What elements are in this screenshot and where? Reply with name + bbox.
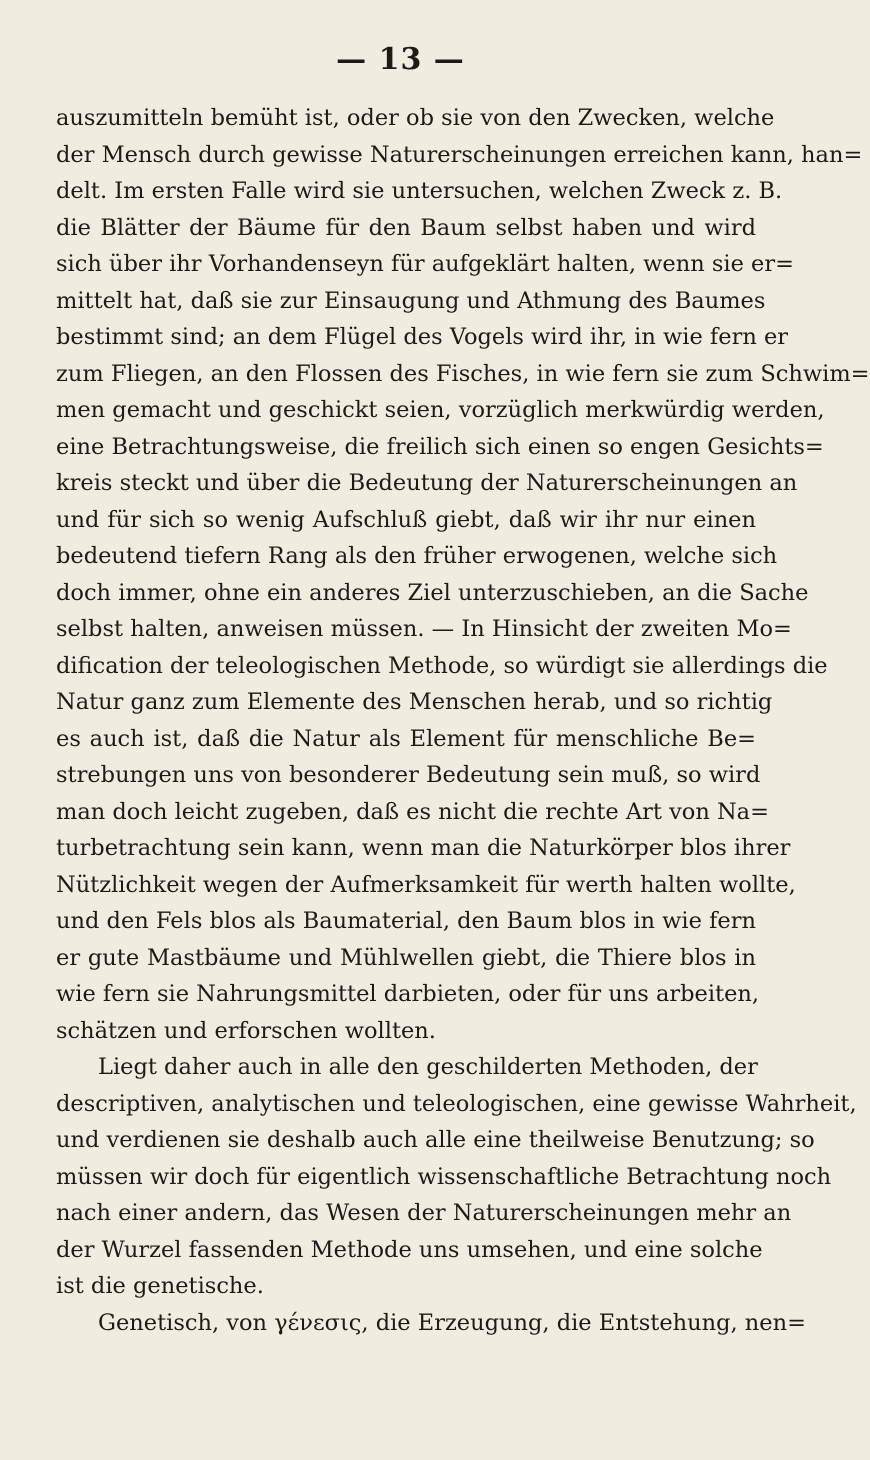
page-number-header: — 13 —	[336, 42, 465, 77]
text-line: wie fern sie Nahrungsmittel darbieten, oder für uns arbeiten,	[56, 981, 760, 1007]
text-line: und verdienen sie deshalb auch alle eine theilweise Benutzung; so	[56, 1127, 815, 1153]
text-line: delt. Im ersten Falle wird sie untersuchen, welchen Zweck z. B.	[56, 178, 783, 204]
text-line: und für sich so wenig Aufschluß giebt, daß wir ihr nur einen	[56, 506, 756, 533]
text-line: müssen wir doch für eigentlich wissenschaftliche Betrachtung noch	[56, 1163, 832, 1190]
text-line: er gute Mastbäume und Mühlwellen giebt, die Thiere blos in	[56, 944, 756, 971]
text-line: bestimmt sind; an dem Flügel des Vogels wird ihr, in wie fern er	[56, 324, 789, 350]
text-line: man doch leicht zugeben, daß es nicht die rechte Art von Na=	[56, 798, 769, 825]
text-line: strebungen uns von besonderer Bedeutung sein muß, so wird	[56, 762, 761, 788]
text-line-paragraph-start: Genetisch, von γένεσις, die Erzeugung, die Entstehung, nen=	[98, 1309, 806, 1336]
text-line: auszumitteln bemüht ist, oder ob sie von den Zwecken, welche	[56, 105, 775, 131]
text-line: Natur ganz zum Elemente des Menschen herab, und so richtig	[56, 689, 773, 715]
text-line: der Mensch durch gewisse Naturerscheinungen erreichen kann, han=	[56, 141, 863, 168]
text-line-paragraph-end: schätzen und erforschen wollten.	[56, 1017, 436, 1044]
text-line: dification der teleologischen Methode, so würdigt sie allerdings die	[56, 652, 828, 679]
text-line: nach einer andern, das Wesen der Naturerscheinungen mehr an	[56, 1200, 792, 1226]
text-line: turbetrachtung sein kann, wenn man die Naturkörper blos ihrer	[56, 835, 791, 861]
text-line: doch immer, ohne ein anderes Ziel unterzuschieben, an die Sache	[56, 579, 809, 606]
text-line: und den Fels blos als Baumaterial, den Baum blos in wie fern	[56, 908, 756, 934]
text-line: die Blätter der Bäume für den Baum selbst haben und wird	[56, 214, 756, 241]
text-line-paragraph-start: Liegt daher auch in alle den geschilderten Methoden, der	[98, 1054, 758, 1080]
text-line: zum Fliegen, an den Flossen des Fisches, in wie fern sie zum Schwim=	[56, 360, 870, 387]
text-line: bedeutend tiefern Rang als den früher erwogenen, welche sich	[56, 543, 778, 569]
body-text	[56, 100, 870, 1341]
text-line: eine Betrachtungsweise, die freilich sich einen so engen Gesichts=	[56, 433, 824, 460]
text-line: descriptiven, analytischen und teleologischen, eine gewisse Wahrheit,	[56, 1090, 857, 1117]
text-line: Nützlichkeit wegen der Aufmerksamkeit für werth halten wollte,	[56, 871, 796, 898]
text-line: kreis steckt und über die Bedeutung der Naturerscheinungen an	[56, 470, 798, 496]
text-line-paragraph-end: ist die genetische.	[56, 1273, 264, 1299]
text-line: selbst halten, anweisen müssen. — In Hinsicht der zweiten Mo=	[56, 616, 792, 642]
text-line: es auch ist, daß die Natur als Element für menschliche Be=	[56, 725, 756, 752]
text-line: men gemacht und geschickt seien, vorzüglich merkwürdig werden,	[56, 397, 825, 423]
text-line: sich über ihr Vorhandenseyn für aufgeklärt halten, wenn sie er=	[56, 251, 794, 277]
text-line: der Wurzel fassenden Methode uns umsehen, und eine solche	[56, 1236, 763, 1263]
text-line: mittelt hat, daß sie zur Einsaugung und Athmung des Baumes	[56, 287, 766, 314]
